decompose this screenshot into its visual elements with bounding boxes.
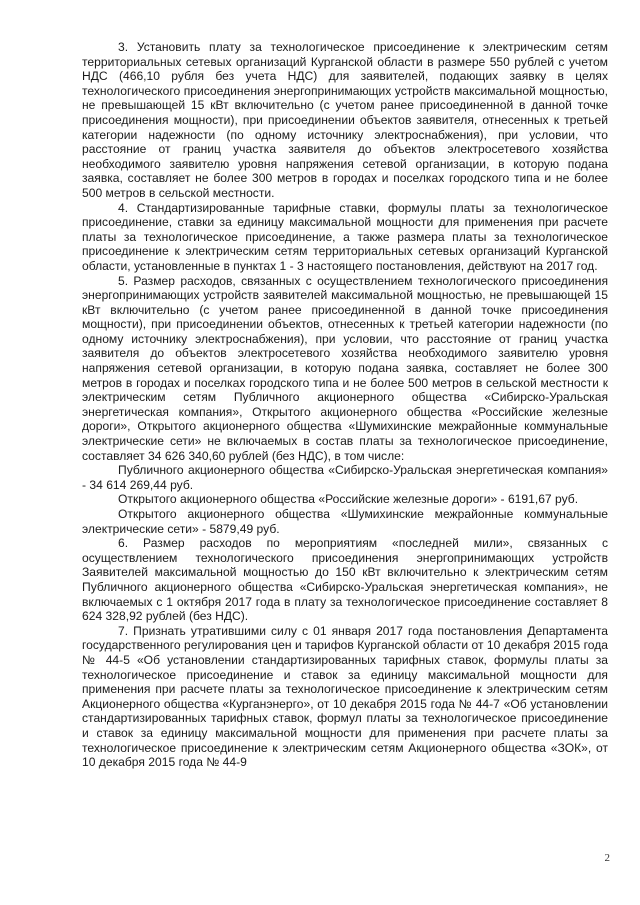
paragraph-shumikha: Открытого акционерного общества «Шумихинские межрайонные коммунальные электрические сети» - 5879,49 руб. xyxy=(82,507,608,536)
paragraph-suek: Публичного акционерного общества «Сибирско-Уральская энергетическая компания» - 34 614 269,44 руб. xyxy=(82,463,608,492)
paragraph-item-3: 3. Установить плату за технологическое присоединение к электрическим сетям территориальных сетевых организаций Курганской области в размере 550 рублей с учетом НДС (466,10 рубля без учета НДС) для заявителей, подающих заявку в целях технологического присоединения энергопринимающих устройств максимальной мощностью, не превышающей 15 кВт включительно (с учетом ранее присоединенной в данной точке присоединения мощности), при присоединении объектов заявителя, отнесенных к третьей категории надежности (по одному источнику электроснабжения), при условии, что расстояние от границ участка заявителя до объектов электросетевого хозяйства необходимого заявителю уровня напряжения сетевой организации, в которую подана заявка, составляет не более 300 метров в городах и поселках городского типа и не более 500 метров в сельской местности. xyxy=(82,40,608,200)
document-body xyxy=(82,40,608,770)
paragraph-item-7: 7. Признать утратившими силу с 01 января 2017 года постановления Департамента государственного регулирования цен и тарифов Курганской области от 10 декабря 2015 года № 44-5 «Об установлении стандартизированных тарифных ставок, формулы платы за технологическое присоединение и ставок за единицу максимальной мощности для применения при расчете платы за технологическое присоединение к электрическим сетям Акционерного общества «Курганэнерго», от 10 декабря 2015 года № 44-7 «Об установлении стандартизированных тарифных ставок, формул платы за технологическое присоединение и ставок за единицу максимальной мощности для применения при расчете платы за технологическое присоединение к электрическим сетям Акционерного общества «ЗОК», от 10 декабря 2015 года № 44-9 xyxy=(82,623,608,770)
paragraph-rzd: Открытого акционерного общества «Российские железные дороги» - 6191,67 руб. xyxy=(118,492,579,507)
paragraph-item-6: 6. Размер расходов по мероприятиям «последней мили», связанных с осуществлением технологического присоединения энергопринимающих устройств Заявителей максимальной мощностью до 150 кВт включительно к электрическим сетям Публичного акционерного общества «Сибирско-Уральская энергетическая компания», не включаемых с 1 октября 2017 года в плату за технологическое присоединение составляет 8 624 328,92 рублей (без НДС). xyxy=(82,536,608,624)
page-number: 2 xyxy=(604,852,610,864)
paragraph-item-4: 4. Стандартизированные тарифные ставки, формулы платы за технологическое присоединение, ставки за единицу максимальной мощности для применения при расчете платы за технологическое присоединение, а также размера платы за технологическое присоединение к электрическим сетям территориальных сетевых организаций Курганской области, установленные в пунктах 1 - 3 настоящего постановления, действуют на 2017 год. xyxy=(82,200,608,273)
paragraph-item-5: 5. Размер расходов, связанных с осуществлением технологического присоединения энергопринимающих устройств заявителей максимальной мощностью, не превышающей 15 кВт включительно (с учетом ранее присоединенной в данной точке присоединения мощности), при присоединении объектов, отнесенных к третьей категории надежности (по одному источнику электроснабжения), при условии, что расстояние от границ участка заявителя до объектов электросетевого хозяйства необходимого заявителю уровня напряжения сетевой организации, в которую подана заявка, составляет не более 300 метров в городах и поселках городского типа и не более 500 метров в сельской местности к электрическим сетям Публичного акционерного общества «Сибирско-Уральская энергетическая компания», Открытого акционерного общества «Российские железные дороги», Открытого акционерного общества «Шумихинские межрайонные коммунальные электрические сети» не включаемых в состав платы за технологическое присоединение, составляет 34 626 340,60 рублей (без НДС), в том числе: xyxy=(82,273,608,463)
